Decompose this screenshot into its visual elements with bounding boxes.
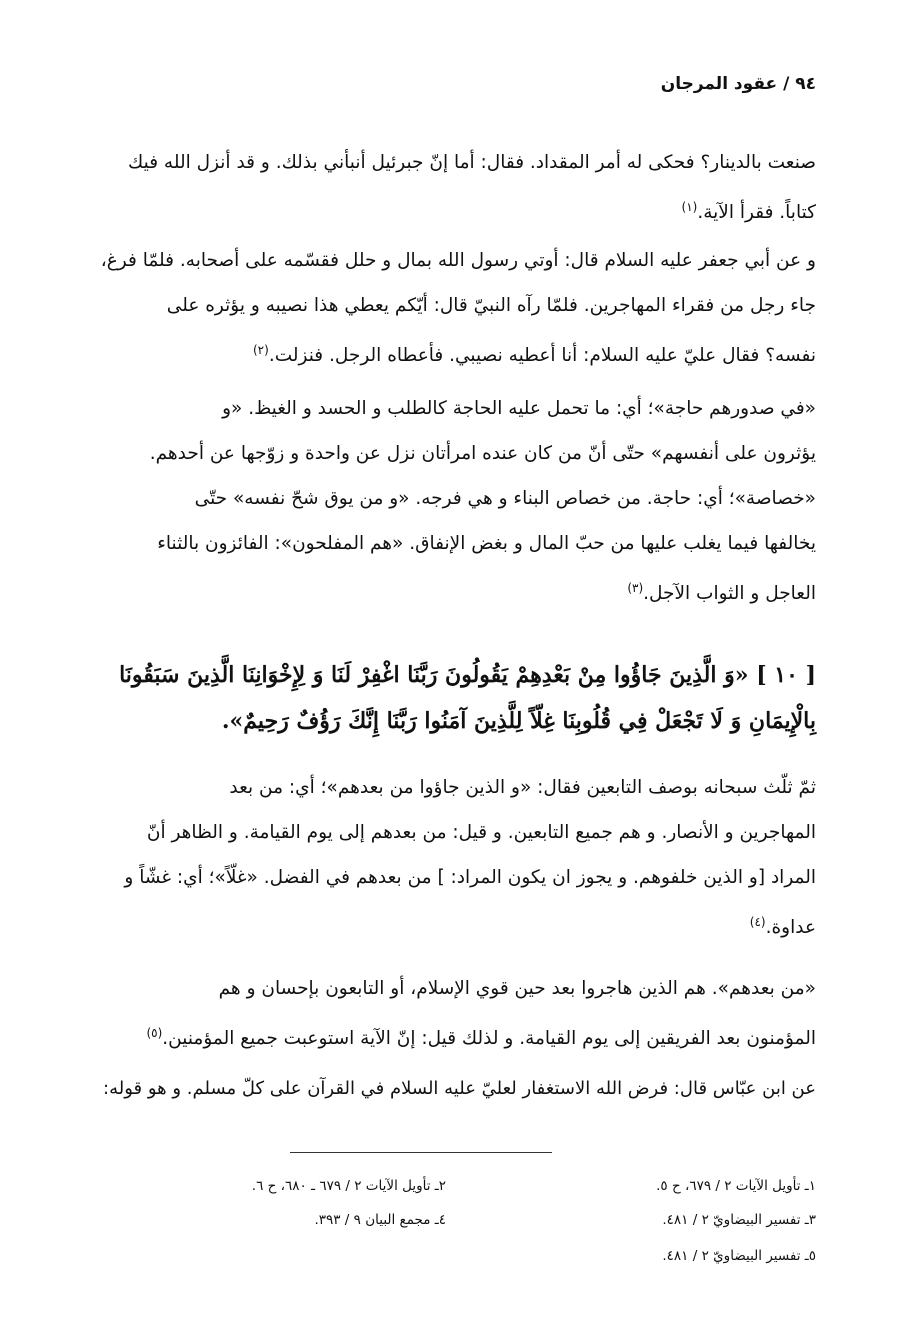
footnote-1: ١ـ تأويل الآيات ٢ / ٦٧٩، ح ٥.: [656, 1178, 816, 1194]
text-line: المراد [و الذين خلفوهم. و يجوز ان يكون المراد: ] من بعدهم في الفضل. «غلّاً»؛ أي: غشّاً و: [124, 867, 816, 888]
book-title: عقود المرجان: [660, 74, 778, 94]
verse-line: [86, 652, 816, 698]
verse-line: بِالْإِيمَانِ وَ لَا تَجْعَلْ فِي قُلُوبِنَا غِلّاً لِلَّذِينَ آمَنُوا رَبَّنَا إِنَّكَ رَؤُفٌ رَحِيمٌ».: [221, 708, 816, 734]
text-line: «خصاصة»؛ أي: حاجة. من خصاص البناء و هي فرجه. «و من يوق شحّ نفسه» حتّى: [194, 488, 816, 509]
footnote-5: ٥ـ تفسير البيضاويّ ٢ / ٤٨١.: [662, 1248, 816, 1264]
text-line: يؤثرون على أنفسهم» حتّى أنّ من كان عنده امرأتان نزل عن واحدة و زوّجها عن أحدهم.: [149, 443, 816, 464]
text-line-content: العاجل و الثواب الآجل.: [643, 583, 816, 605]
verse-text: «وَ الَّذِينَ جَاؤُوا مِنْ بَعْدِهِمْ يَقُولُونَ رَبَّنَا اغْفِرْ لَنَا وَ لِإِخْوَانِنَا الَّذِينَ سَبَقُونَا: [119, 662, 749, 688]
paragraph-5: [94, 966, 816, 1061]
paragraph-3: [94, 386, 816, 616]
text-line: عن ابن عبّاس قال: فرض الله الاستغفار لعليّ عليه السلام في القرآن على كلّ مسلم. و هو قوله:: [103, 1078, 816, 1099]
footnote-marker: (٣): [627, 581, 644, 595]
text-line-content: المؤمنون بعد الفريقين إلى يوم القيامة. و لذلك قيل: إنّ الآية استوعبت جميع المؤمنين.: [162, 1028, 816, 1050]
footnote-separator: [290, 1152, 552, 1153]
paragraph-4: [94, 765, 816, 950]
paragraph-6: [94, 1066, 816, 1111]
footnote-marker: (١): [681, 200, 698, 214]
text-line: جاء رجل من فقراء المهاجرين. فلمّا رآه النبيّ قال: أيّكم يعطي هذا نصيبه و يؤثره على: [166, 295, 816, 316]
footnote-marker: (٥): [146, 1026, 163, 1040]
page-number: ٩٤: [795, 74, 816, 94]
text-line-content: عداوة.: [765, 917, 816, 939]
text-line: يخالفها فيما يغلب عليها من حبّ المال و بغض الإنفاق. «هم المفلحون»: الفائزون بالثناء: [157, 533, 816, 554]
footnote-marker: (٤): [749, 915, 766, 929]
footnote-3: ٣ـ تفسير البيضاويّ ٢ / ٤٨١.: [662, 1212, 816, 1228]
verse-number: [ ١٠ ]: [756, 662, 816, 688]
running-header: [661, 74, 816, 94]
text-line: «من بعدهم». هم الذين هاجروا بعد حين قوي الإسلام، أو التابعون بإحسان و هم: [218, 978, 816, 999]
text-line: [94, 185, 816, 235]
text-line: صنعت بالدينار؟ فحكى له أمر المقداد. فقال: أما إنّ جبرئيل أنبأني بذلك. و قد أنزل الله فيك: [128, 152, 816, 173]
text-line: ثمّ ثلّث سبحانه بوصف التابعين فقال: «و الذين جاؤوا من بعدهم»؛ أي: من بعد: [229, 777, 816, 798]
text-line: و عن أبي جعفر عليه السلام قال: أوتي رسول الله بمال و حلل فقسّمه على أصحابه. فلمّا فرغ،: [100, 250, 816, 271]
text-line: «في صدورهم حاجة»؛ أي: ما تحمل عليه الحاجة كالطلب و الحسد و الغيظ. «و: [222, 398, 816, 419]
text-line: المهاجرين و الأنصار. و هم جميع التابعين. و قيل: من بعدهم إلى يوم القيامة. و الظاهر أنّ: [146, 822, 816, 843]
text-line: [94, 900, 816, 950]
paragraph-2: [94, 238, 816, 378]
quran-verse: [86, 652, 816, 744]
footnote-2: ٢ـ تأويل الآيات ٢ / ٦٧٩ ـ ٦٨٠، ح ٦.: [251, 1178, 446, 1194]
text-line-content: كتاباً. فقرأ الآية.: [697, 202, 816, 224]
footnote-4: ٤ـ مجمع البيان ٩ / ٣٩٣.: [314, 1212, 446, 1228]
text-line: [94, 566, 816, 616]
paragraph-1: [94, 140, 816, 235]
footnote-marker: (٢): [252, 343, 269, 357]
text-line: [94, 328, 816, 378]
text-line-content: نفسه؟ فقال عليّ عليه السلام: أنا أعطيه نصيبي. فأعطاه الرجل. فنزلت.: [268, 345, 816, 367]
text-line: [94, 1011, 816, 1061]
header-separator: /: [783, 74, 790, 94]
